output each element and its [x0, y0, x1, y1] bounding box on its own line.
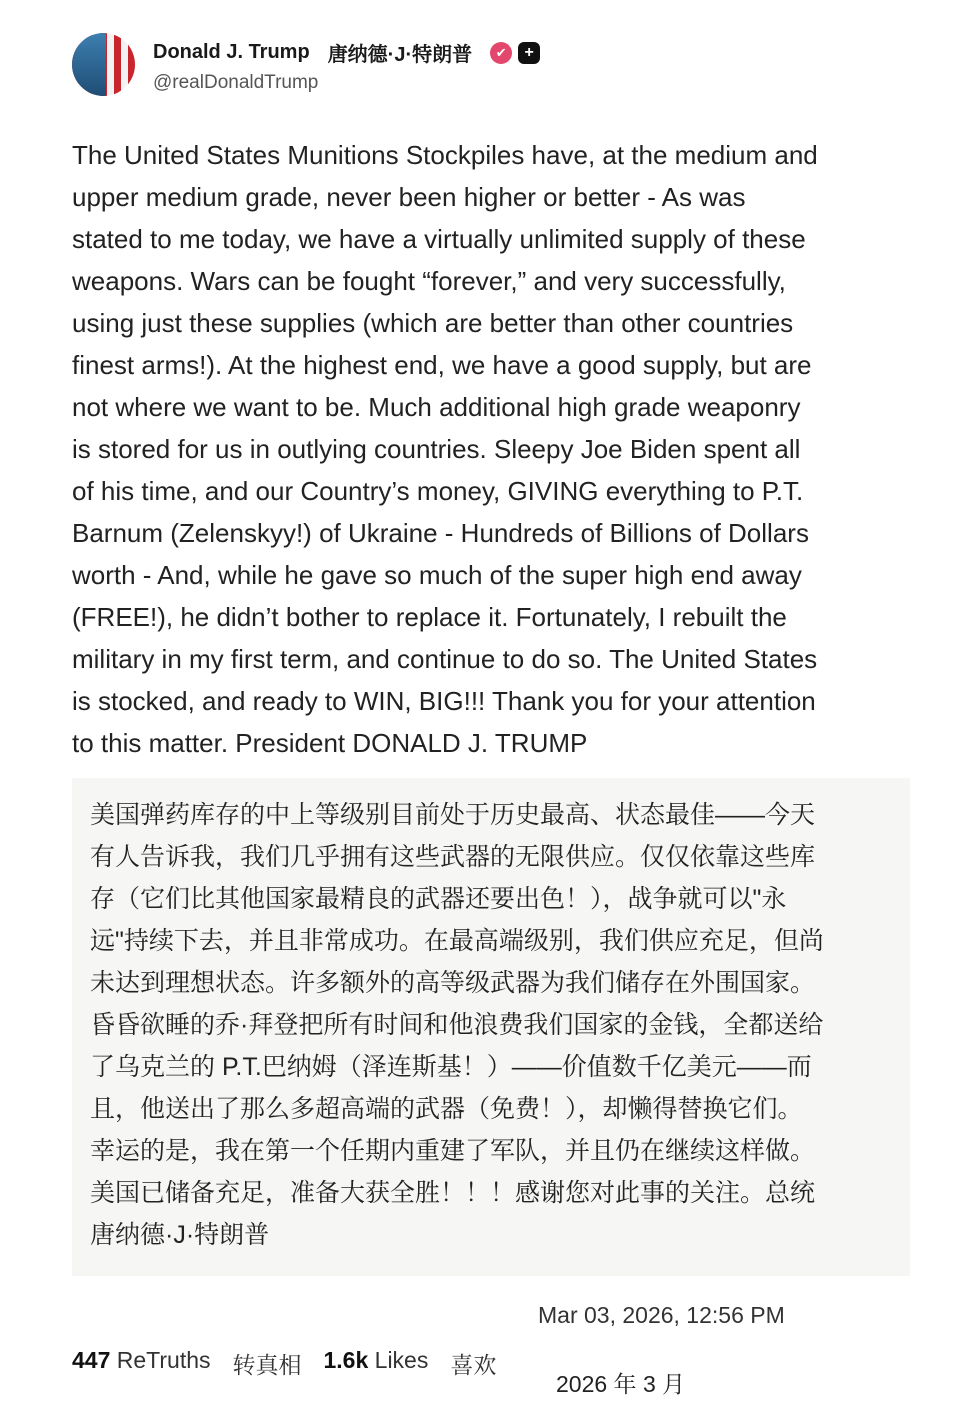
likes-count: 1.6k — [323, 1347, 369, 1373]
post-text: The United States Munitions Stockpiles have, at the medium and upper medium grade, never been higher or better - As was stated to me today, we have a virtually unlimited supply of these weapons. Wars can be fought “forever,” and very successfully, using just these supplies (which are better than other countries finest arms!). At the highest end, we have a good supply, but are not where we want to be. Much additional high grade weaponry is stored for us in outlying countries. Sleepy Joe Biden spent all of his time, and our Country’s money, GIVING everything to P.T. Barnum (Zelenskyy!) of Ukraine - Hundreds of Billions of Dollars worth - And, while he gave so much of the super high end away (FREE!), he didn’t bother to replace it. Fortunately, I rebuilt the military in my first term, and continue to do so. The United States is stocked, and ready to WIN, BIG!!! Thank you for your attention to this matter. President DONALD J. TRUMP — [72, 140, 818, 758]
likes-label-cn: 喜欢 — [450, 1352, 497, 1378]
retruths-count: 447 — [72, 1347, 111, 1373]
author-name-row — [153, 38, 540, 67]
author-name-cn: 唐纳德·J·特朗普 — [327, 44, 473, 66]
translation-box — [72, 778, 910, 1276]
post-timestamp[interactable]: Mar 03, 2026, 12:56 PM — [538, 1302, 785, 1328]
retruths-stat[interactable] — [72, 1347, 211, 1380]
timestamp-cn: 2026 年 3 月 — [556, 1371, 686, 1397]
author-name[interactable]: Donald J. Trump — [153, 41, 310, 63]
retruths-label: ReTruths — [116, 1347, 211, 1373]
retruths-label-cn: 转真相 — [232, 1352, 302, 1378]
translation-text: 美国弹药库存的中上等级别目前处于历史最高、状态最佳——今天 有人告诉我，我们几乎拥有这些武器的无限供应。仅仅依靠这些库 存（它们比其他国家最精良的武器还要出色！），战争就可以"永 远"持续下去，并且非常成功。在最高端级别，我们供应充足，但尚 未达到理想状态。许多额外的高等级武器为我们储存在外围国家。 昏昏欲睡的乔·拜登把所有时间和他浪费我们国家的金钱，全都送给 了乌克兰的 P.T.巴纳姆（泽连斯基！）——价值数千亿美元——而 且，他送出了那么多超高端的武器（免费！），却懒得替换它们。 幸运的是，我在第一个任期内重建了军队，并且仍在继续这样做。 美国已储备充足，准备大获全胜！！！感谢您对此事的关注。总统 唐纳德·J·特朗普 — [90, 801, 824, 1249]
avatar-image — [72, 33, 106, 96]
avatar[interactable] — [72, 33, 135, 96]
post-stats — [72, 1347, 496, 1380]
author-handle[interactable]: @realDonaldTrump — [153, 72, 319, 93]
verified-badge-icon: ✔ — [490, 42, 512, 64]
likes-stat[interactable] — [324, 1347, 429, 1380]
plus-icon[interactable]: + — [518, 42, 540, 64]
likes-label: Likes — [374, 1347, 429, 1373]
